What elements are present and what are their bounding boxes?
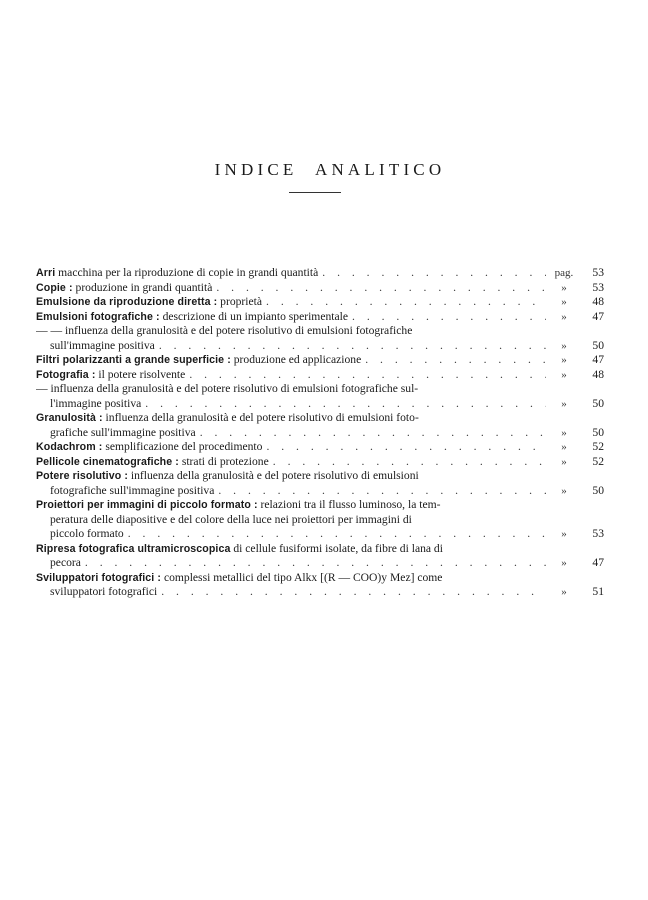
page-number: 52 <box>592 440 604 453</box>
index-entry-line <box>36 498 546 513</box>
index-description: produzione in grandi quantità <box>75 280 213 294</box>
index-entry <box>36 310 604 325</box>
index-entry-text <box>36 353 546 368</box>
page-prefix: » <box>561 310 567 323</box>
dot-leader <box>141 397 546 410</box>
index-entry-line <box>36 266 546 281</box>
page-prefix: » <box>561 426 567 439</box>
page-prefix: » <box>561 557 567 569</box>
index-entry-line <box>36 440 546 455</box>
index-entry-line <box>36 426 546 441</box>
dot-leader <box>124 527 546 540</box>
index-entry <box>36 324 604 353</box>
index-description: il potere risolvente <box>98 367 186 381</box>
index-keyword: Filtri polarizzanti a grande superficie : <box>36 354 231 366</box>
index-description: semplificazione del procedimento <box>105 440 263 453</box>
page-prefix: » <box>561 354 567 366</box>
index-description: — influenza della granulosità e del potere risolutivo di emulsioni fotografiche sul- <box>36 382 419 395</box>
index-entry-line <box>36 556 546 571</box>
dot-leader <box>214 484 546 497</box>
dot-leader <box>155 339 546 352</box>
page-prefix: » <box>561 281 567 294</box>
index-entry-text <box>36 295 546 310</box>
index-entry-line <box>36 397 546 412</box>
index-description: descrizione di un impianto sperimentale <box>162 309 349 323</box>
index-description: strati di protezione <box>181 454 269 468</box>
index-entry <box>36 382 604 411</box>
index-entry-line <box>36 382 546 397</box>
index-entry <box>36 571 604 600</box>
index-entry <box>36 469 604 498</box>
index-entry <box>36 440 604 455</box>
dot-leader <box>348 310 546 323</box>
page-number: 50 <box>592 396 604 410</box>
index-entry-line <box>36 353 546 368</box>
index-keyword: Kodachrom : <box>36 441 103 453</box>
index-entry-text <box>36 411 546 440</box>
index-description: piccolo formato <box>50 527 124 540</box>
page-prefix: » <box>561 368 567 381</box>
page-number: 53 <box>592 280 604 294</box>
index-entry <box>36 281 604 296</box>
index-entry-text <box>36 571 546 600</box>
index-description: relazioni tra il flusso luminoso, la tem- <box>260 498 441 511</box>
index-entry-text <box>36 281 546 296</box>
index-description: — — influenza della granulosità e del potere risolutivo di emulsioni fotografiche <box>36 324 413 337</box>
index-keyword: Fotografia : <box>36 368 96 381</box>
page-prefix: » <box>561 397 567 410</box>
dot-leader <box>262 295 546 308</box>
page-number: 53 <box>592 527 604 540</box>
index-entry <box>36 498 604 542</box>
page-number: 50 <box>592 425 604 439</box>
page-prefix: » <box>561 586 567 598</box>
index-entry-text <box>36 382 546 411</box>
index-description: sull'immagine positiva <box>50 338 155 352</box>
index-description: di cellule fusiformi isolate, da fibre di lana di <box>233 541 443 555</box>
page-prefix: » <box>561 296 567 308</box>
index-keyword: Granulosità : <box>36 412 103 424</box>
index-entry-text <box>36 266 546 281</box>
index-entry-text <box>36 469 546 498</box>
dot-leader <box>185 368 546 381</box>
page-prefix: » <box>561 455 567 468</box>
index-entry <box>36 266 604 281</box>
index-description: pecora <box>50 556 81 569</box>
index-keyword: Ripresa fotografica ultramicroscopica <box>36 542 231 555</box>
title-divider <box>289 192 341 193</box>
page-prefix: » <box>561 441 567 453</box>
index-keyword: Potere risolutivo : <box>36 470 128 482</box>
index-description: macchina per la riproduzione di copie in grandi quantità <box>58 266 319 279</box>
dot-leader <box>81 556 546 569</box>
index-entry <box>36 353 604 368</box>
index-list <box>36 266 604 600</box>
index-entry-line <box>36 484 546 499</box>
page-number: 48 <box>592 367 604 381</box>
dot-leader <box>196 426 546 439</box>
index-keyword: Proiettori per immagini di piccolo formato : <box>36 499 258 511</box>
index-entry-line <box>36 585 546 600</box>
index-entry-text <box>36 368 546 383</box>
page-title: INDICE ANALITICO <box>214 160 446 179</box>
index-description: sviluppatori fotografici <box>50 585 158 598</box>
index-keyword: Emulsioni fotografiche : <box>36 310 160 323</box>
dot-leader <box>269 455 546 468</box>
index-entry-text <box>36 498 546 542</box>
index-entry-line <box>36 295 546 310</box>
index-keyword: Pellicole cinematografiche : <box>36 455 179 468</box>
index-entry-line <box>36 513 546 528</box>
page-number: 51 <box>592 585 604 598</box>
index-description: proprietà <box>220 295 263 308</box>
index-keyword: Sviluppatori fotografici : <box>36 571 162 584</box>
index-entry <box>36 295 604 310</box>
dot-leader <box>157 585 546 598</box>
index-entry <box>36 542 604 571</box>
index-description: grafiche sull'immagine positiva <box>50 425 196 439</box>
index-description: influenza della granulosità e del potere risolutivo di emulsioni foto- <box>105 411 419 424</box>
index-entry-text <box>36 324 546 353</box>
page-number: 53 <box>592 266 604 279</box>
dot-leader <box>262 440 546 453</box>
index-entry-line <box>36 281 546 296</box>
index-entry-line <box>36 469 546 484</box>
index-entry-line <box>36 324 546 339</box>
index-entry-line <box>36 310 546 325</box>
page-prefix: » <box>561 528 567 540</box>
dot-leader <box>318 266 546 279</box>
index-entry-text <box>36 542 546 571</box>
page-number: 47 <box>592 353 604 366</box>
index-entry <box>36 411 604 440</box>
dot-leader <box>361 353 546 366</box>
index-entry-line <box>36 527 546 542</box>
dot-leader <box>212 281 546 294</box>
index-entry-text <box>36 440 546 455</box>
index-entry <box>36 368 604 383</box>
index-entry-line <box>36 455 546 470</box>
page-number: 50 <box>592 338 604 352</box>
index-entry-line <box>36 411 546 426</box>
index-entry-line <box>36 571 546 586</box>
index-keyword: Emulsione da riproduzione diretta : <box>36 296 218 308</box>
index-description: produzione ed applicazione <box>233 353 362 366</box>
page-number: 52 <box>592 454 604 468</box>
page-prefix: pag. <box>554 267 574 279</box>
index-description: peratura delle diapositive e del colore della luce nei proiettori per immagini di <box>50 512 412 526</box>
index-entry-text <box>36 455 546 470</box>
index-entry-line <box>36 339 546 354</box>
index-description: l'immagine positiva <box>50 396 142 410</box>
page-prefix: » <box>561 484 567 497</box>
index-description: influenza della granulosità e del potere risolutivo di emulsioni <box>130 469 419 482</box>
index-entry-line <box>36 542 546 557</box>
index-keyword: Arri <box>36 267 56 279</box>
index-description: fotografiche sull'immagine positiva <box>50 483 215 497</box>
page-number: 47 <box>592 309 604 323</box>
page-prefix: » <box>561 339 567 352</box>
index-description: complessi metallici del tipo Alkx [(R — COO)y Mez] come <box>163 570 443 584</box>
index-entry <box>36 455 604 470</box>
page-number: 47 <box>592 556 604 569</box>
index-entry-text <box>36 310 546 325</box>
page-number: 48 <box>592 295 604 308</box>
index-entry-line <box>36 368 546 383</box>
index-keyword: Copie : <box>36 281 73 294</box>
page-number: 50 <box>592 483 604 497</box>
